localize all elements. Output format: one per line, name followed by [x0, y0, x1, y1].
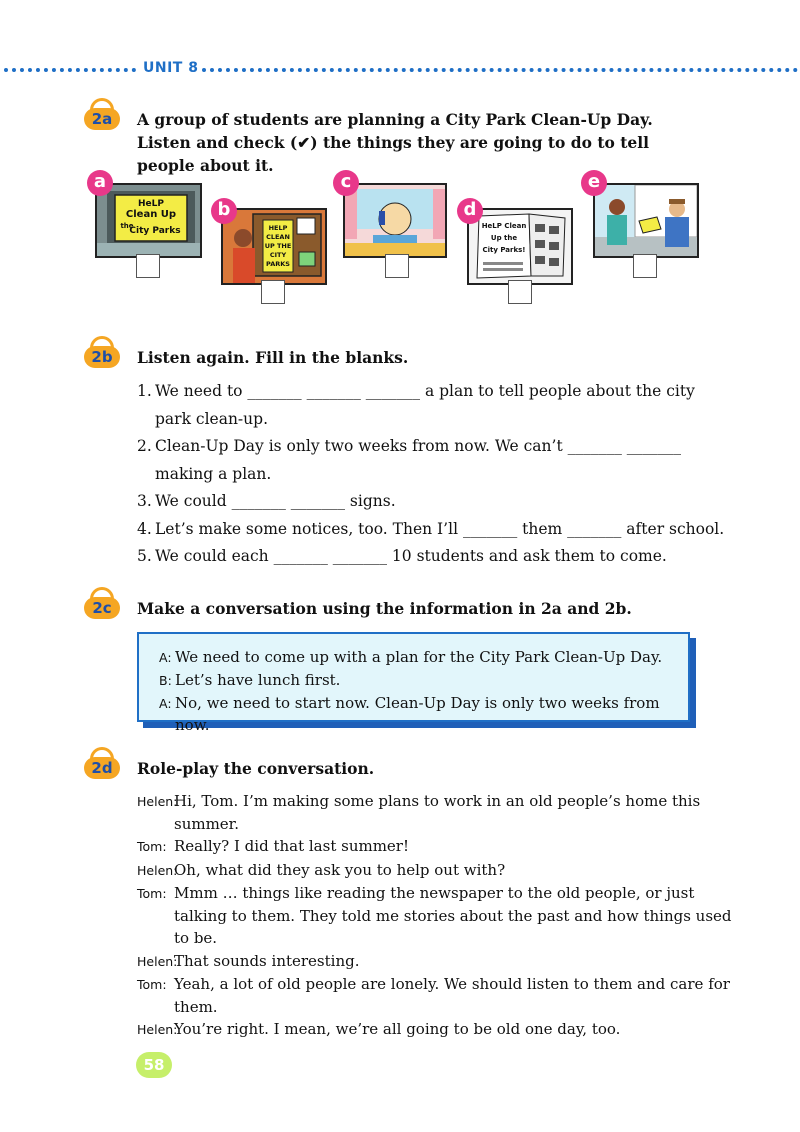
sign-b-line-4: CITY	[269, 251, 287, 259]
checkbox-c[interactable]	[385, 254, 409, 278]
sign-d-line-3: City Parks!	[482, 246, 526, 254]
conversation-line: A: We need to come up with a plan for the City Park Clean-Up Day.	[159, 648, 663, 666]
sign-d-line-1: HeLP Clean	[481, 222, 527, 230]
picture-d-illustration	[469, 210, 571, 283]
page-number: 58	[136, 1052, 172, 1078]
picture-e-illustration	[595, 185, 697, 256]
sign-b-line-2: CLEAN	[266, 233, 290, 241]
unit-label: UNIT 8	[143, 60, 199, 76]
picture-d	[467, 208, 573, 285]
instruction-2b: Listen again. Fill in the blanks.	[137, 348, 409, 367]
picture-a	[95, 183, 202, 258]
picture-label-e: e	[581, 170, 607, 196]
section-badge-2c: 2c	[84, 597, 120, 619]
checkbox-e[interactable]	[633, 254, 657, 278]
sign-a-line-4: City Parks	[129, 226, 181, 236]
fill-in-item: 4. Let’s make some notices, too. Then I’ll _______ them _______ after school.	[137, 519, 725, 538]
picture-b	[221, 208, 327, 285]
dialogue-line: Helen: You’re right. I mean, we’re all going to be old one day, too.	[137, 1020, 621, 1038]
role-play-dialogue	[137, 790, 737, 1042]
dialogue-line: Tom: Really? I did that last summer!	[137, 837, 409, 855]
picture-label-d: d	[457, 198, 483, 224]
picture-c	[343, 183, 447, 258]
fill-in-item: 3. We could _______ _______ signs.	[137, 492, 396, 510]
sign-b-line-3: UP THE	[264, 242, 292, 250]
dialogue-line: Tom: Yeah, a lot of old people are lonely. We should listen to them and care for them.	[137, 975, 730, 1016]
checkbox-d[interactable]	[508, 280, 532, 304]
header-dots-left	[4, 68, 136, 72]
section-badge-2d: 2d	[84, 757, 120, 779]
sign-b-line-1: HELP	[268, 224, 288, 232]
fill-in-list	[137, 378, 727, 571]
fill-in-item: 2. Clean-Up Day is only two weeks from now. We can’t _______ _______ making a plan.	[137, 437, 682, 483]
sign-a-line-3: the	[120, 222, 134, 230]
dialogue-line: Helen: That sounds interesting.	[137, 951, 360, 970]
sample-conversation-box	[137, 632, 690, 734]
instruction-2c: Make a conversation using the information in 2a and 2b.	[137, 599, 632, 618]
picture-c-illustration	[345, 185, 445, 256]
instruction-2d: Role-play the conversation.	[137, 759, 375, 778]
sign-a-line-2: Clean Up	[125, 209, 177, 220]
fill-in-item: 5. We could each _______ _______ 10 students and ask them to come.	[137, 547, 667, 565]
dialogue-line: Helen: Oh, what did they ask you to help out with?	[137, 860, 506, 879]
dialogue-line: Helen: Hi, Tom. I’m making some plans to work in an old people’s home this summer.	[137, 792, 701, 833]
instruction-2a: A group of students are planning a City Park Clean-Up Day. Listen and check (✔) the things they are going to do to tell people about it.	[137, 110, 653, 175]
section-badge-2b: 2b	[84, 346, 120, 368]
section-badge-2a: 2a	[84, 108, 120, 130]
conversation-line: A: No, we need to start now. Clean-Up Day is only two weeks from now.	[159, 694, 660, 734]
sign-d-line-2: Up the	[490, 234, 518, 242]
picture-label-c: c	[333, 170, 359, 196]
header-dots-right	[202, 68, 798, 72]
checkbox-a[interactable]	[136, 254, 160, 278]
fill-in-item: 1. We need to _______ _______ _______ a plan to tell people about the city park clean-up.	[137, 382, 695, 428]
dialogue-line: Tom: Mmm … things like reading the newspaper to the old people, or just talking to them. They told me stories about the past and how things used to be.	[137, 884, 732, 947]
conversation-line: B: Let’s have lunch first.	[159, 671, 341, 689]
sign-b-line-5: PARKS	[266, 260, 290, 268]
picture-e	[593, 183, 699, 258]
checkbox-b[interactable]	[261, 280, 285, 304]
picture-label-a: a	[87, 170, 113, 196]
picture-b-illustration	[223, 210, 325, 283]
picture-a-illustration	[97, 185, 200, 256]
sign-a-line-1: HeLP	[138, 199, 164, 209]
picture-label-b: b	[211, 198, 237, 224]
